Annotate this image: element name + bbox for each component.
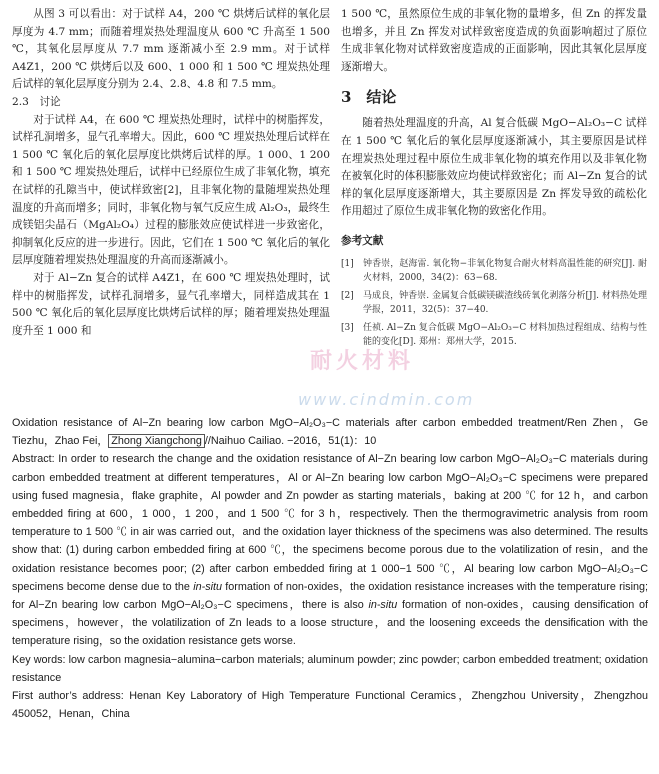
watermark-url: www.cindmin.com [298,390,475,409]
keywords: Key words: low carbon magnesia−alumina−carbon materials; aluminum powder; zinc powder; carbon embedded treatment; oxidation resistance [12,653,648,684]
section-title-conclusion: 3 结论 [341,88,397,107]
highlighted-author: Zhong Xiangchong [108,434,205,448]
citation-source: //Naihuo Cailiao. −2016，51(1)：10 [204,435,377,448]
abstract-text [12,450,648,650]
reference-item [341,257,647,285]
author-address: First author’s address: Henan Key Laboratory of High Temperature Functional Ceramics，Zhengzhou University，Zhengzhou 450052，Henan，China [12,690,648,721]
references-title: 参考文献 [341,234,384,247]
watermark-brand-logo: 耐火材料 [310,349,415,374]
reference-number: [1] [341,258,354,269]
english-citation [12,414,648,450]
abstract-part: formation of non-oxides，causing densification of specimens，however，the volatilization of Zn leads to a loose structure，and the loosening exceeds the densification with the temperature rising，so the oxidation resistance gets worse. [12,599,649,648]
subsection-heading: 2.3 讨论 [12,95,61,108]
italic-term: in-situ [368,599,398,612]
right-paragraph-1: 1 500 ℃，虽然原位生成的非氧化物的量增多，但 Zn 的挥发量也增多，并且 Zn 挥发对试样致密度造成的负面影响超过了原位生成非氧化物对试样致密度造成的正面影响，因此其氧化层厚度逐渐增大。 [341,8,647,73]
reference-item [341,289,647,317]
left-paragraph-1: 从图 3 可以看出：对于试样 A4，200 ℃ 烘烤后试样的氧化层厚度为 4.7 mm；而随着埋炭热处理温度从 600 ℃ 升高至 1 500 ℃，其氧化层厚度从 7.7 mm 逐渐减小至 2.9 mm。对于试样 A4Z1，200 ℃ 烘烤后以及 600、1 000 和 1 500 ℃ 埋炭热处理后试样的氧化层厚度分别为 2.4、2.8、4.8 和 7.5 mm。 [12,8,330,91]
reference-text: 钟香崇，赵海雷. 氧化物−非氧化物复合耐火材料高温性能的研究[J]. 耐火材料，2000，34(2)：63−68. [363,258,647,283]
left-paragraph-2: 对于试样 A4，在 600 ℃ 埋炭热处理时，试样中的树脂挥发，试样孔洞增多，显气孔率增大。因此，600 ℃ 埋炭热处理后试样在 1 500 ℃ 氧化后的氧化层厚度比烘烤后试样的厚。1 000、1 200 和 1 500 ℃ 埋炭热处理后，试样中已经原位生成了非氧化物，填充在试样的孔隙当中，使试样致密[2]，且非氧化物的量随埋炭热处理温度的升高而增多；同时，非氧化物与氧气反应生成 Al₂O₃，最终生成镁铝尖晶石（MgAl₂O₄）过程的膨胀效应使试样进一步致密化，抑制氧化反应的进一步进行。因此，它们在 1 500 ℃ 氧化后的氧化层厚度随着埋炭热处理温度的升高而逐渐减小。 [12,113,330,267]
reference-item [341,321,647,349]
citation-title: Oxidation resistance of Al−Zn bearing low carbon MgO−Al₂O₃−C materials after carbon embedded treatment/Ren Zhen，Ge Tiezhu，Zhao Fei， [12,417,648,448]
reference-number: [3] [341,322,354,333]
conclusion-paragraph: 随着热处理温度的升高，Al 复合低碳 MgO−Al₂O₃−C 试样在 1 500 ℃ 氧化后的氧化层厚度逐渐减小，其主要原因是试样在埋炭热处理过程中原位生成非氧化物的填充作用以及非氧化物在被氧化时的体积膨胀效应均使试样致密化；而 Al−Zn 复合的试样的氧化层厚度逐渐增大，其主要原因是 Zn 挥发导致的疏松化作用超过了原位生成非氧化物的致密化作用。 [341,117,647,218]
abstract-part: Abstract: In order to research the change and the oxidation resistance of Al−Zn bearing low carbon MgO−Al₂O₃−C materials during carbon embedded treatment at different temperatures，Al or Al−Zn bearing low carbon MgO−Al₂O₃−C specimens were prepared using fused magnesia，flake graphite，Al powder and Zn powder as starting materials，baking at 200 ℃ for 12 h，and carbon embedded firing at 600，1 000，1 200，and 1 500 ℃ for 3 h，respectively. Then the thermogravimetric analysis from room temperature to 1 500 ℃ in air was carried out，and the oxidation layer thickness of the specimens was also determined. The results show that: (1) during carbon embedded firing at 600 ℃，the specimens become porous due to the volatilization of resin，and the oxidation resistance becomes poor; (2) after carbon embedded firing at 1 000−1 500 ℃，Al bearing low carbon MgO−Al₂O₃−C specimens become dense due to the [12,453,648,593]
abstract-part: formation of non-oxides，the oxidation resistance increases with the temperature rising; for Al−Zn bearing low carbon MgO−Al₂O₃−C specimens，there is also [12,580,648,612]
reference-text: 马成良，钟香崇. 金属复合低碳镁碳渣线砖氧化剥落分析[J]. 材料热处理学报，2011，32(5)：37−40. [363,290,647,315]
right-column [341,6,647,353]
english-abstract-block [12,414,648,723]
left-column [12,6,330,340]
reference-text: 任祯. Al−Zn 复合低碳 MgO−Al₂O₃−C 材料加热过程组成、结构与性能的变化[D]. 郑州：郑州大学，2015. [363,322,647,347]
italic-term: in-situ [193,580,223,593]
reference-number: [2] [341,290,354,301]
left-paragraph-3: 对于 Al−Zn 复合的试样 A4Z1，在 600 ℃ 埋炭热处理时，试样中的树脂挥发，试样孔洞增多，显气孔率增大，同样造成其在 1 500 ℃ 氧化后的氧化层厚度比烘烤后试样的厚；随着埋炭热处理温度升至 1 000 和 [12,271,330,337]
